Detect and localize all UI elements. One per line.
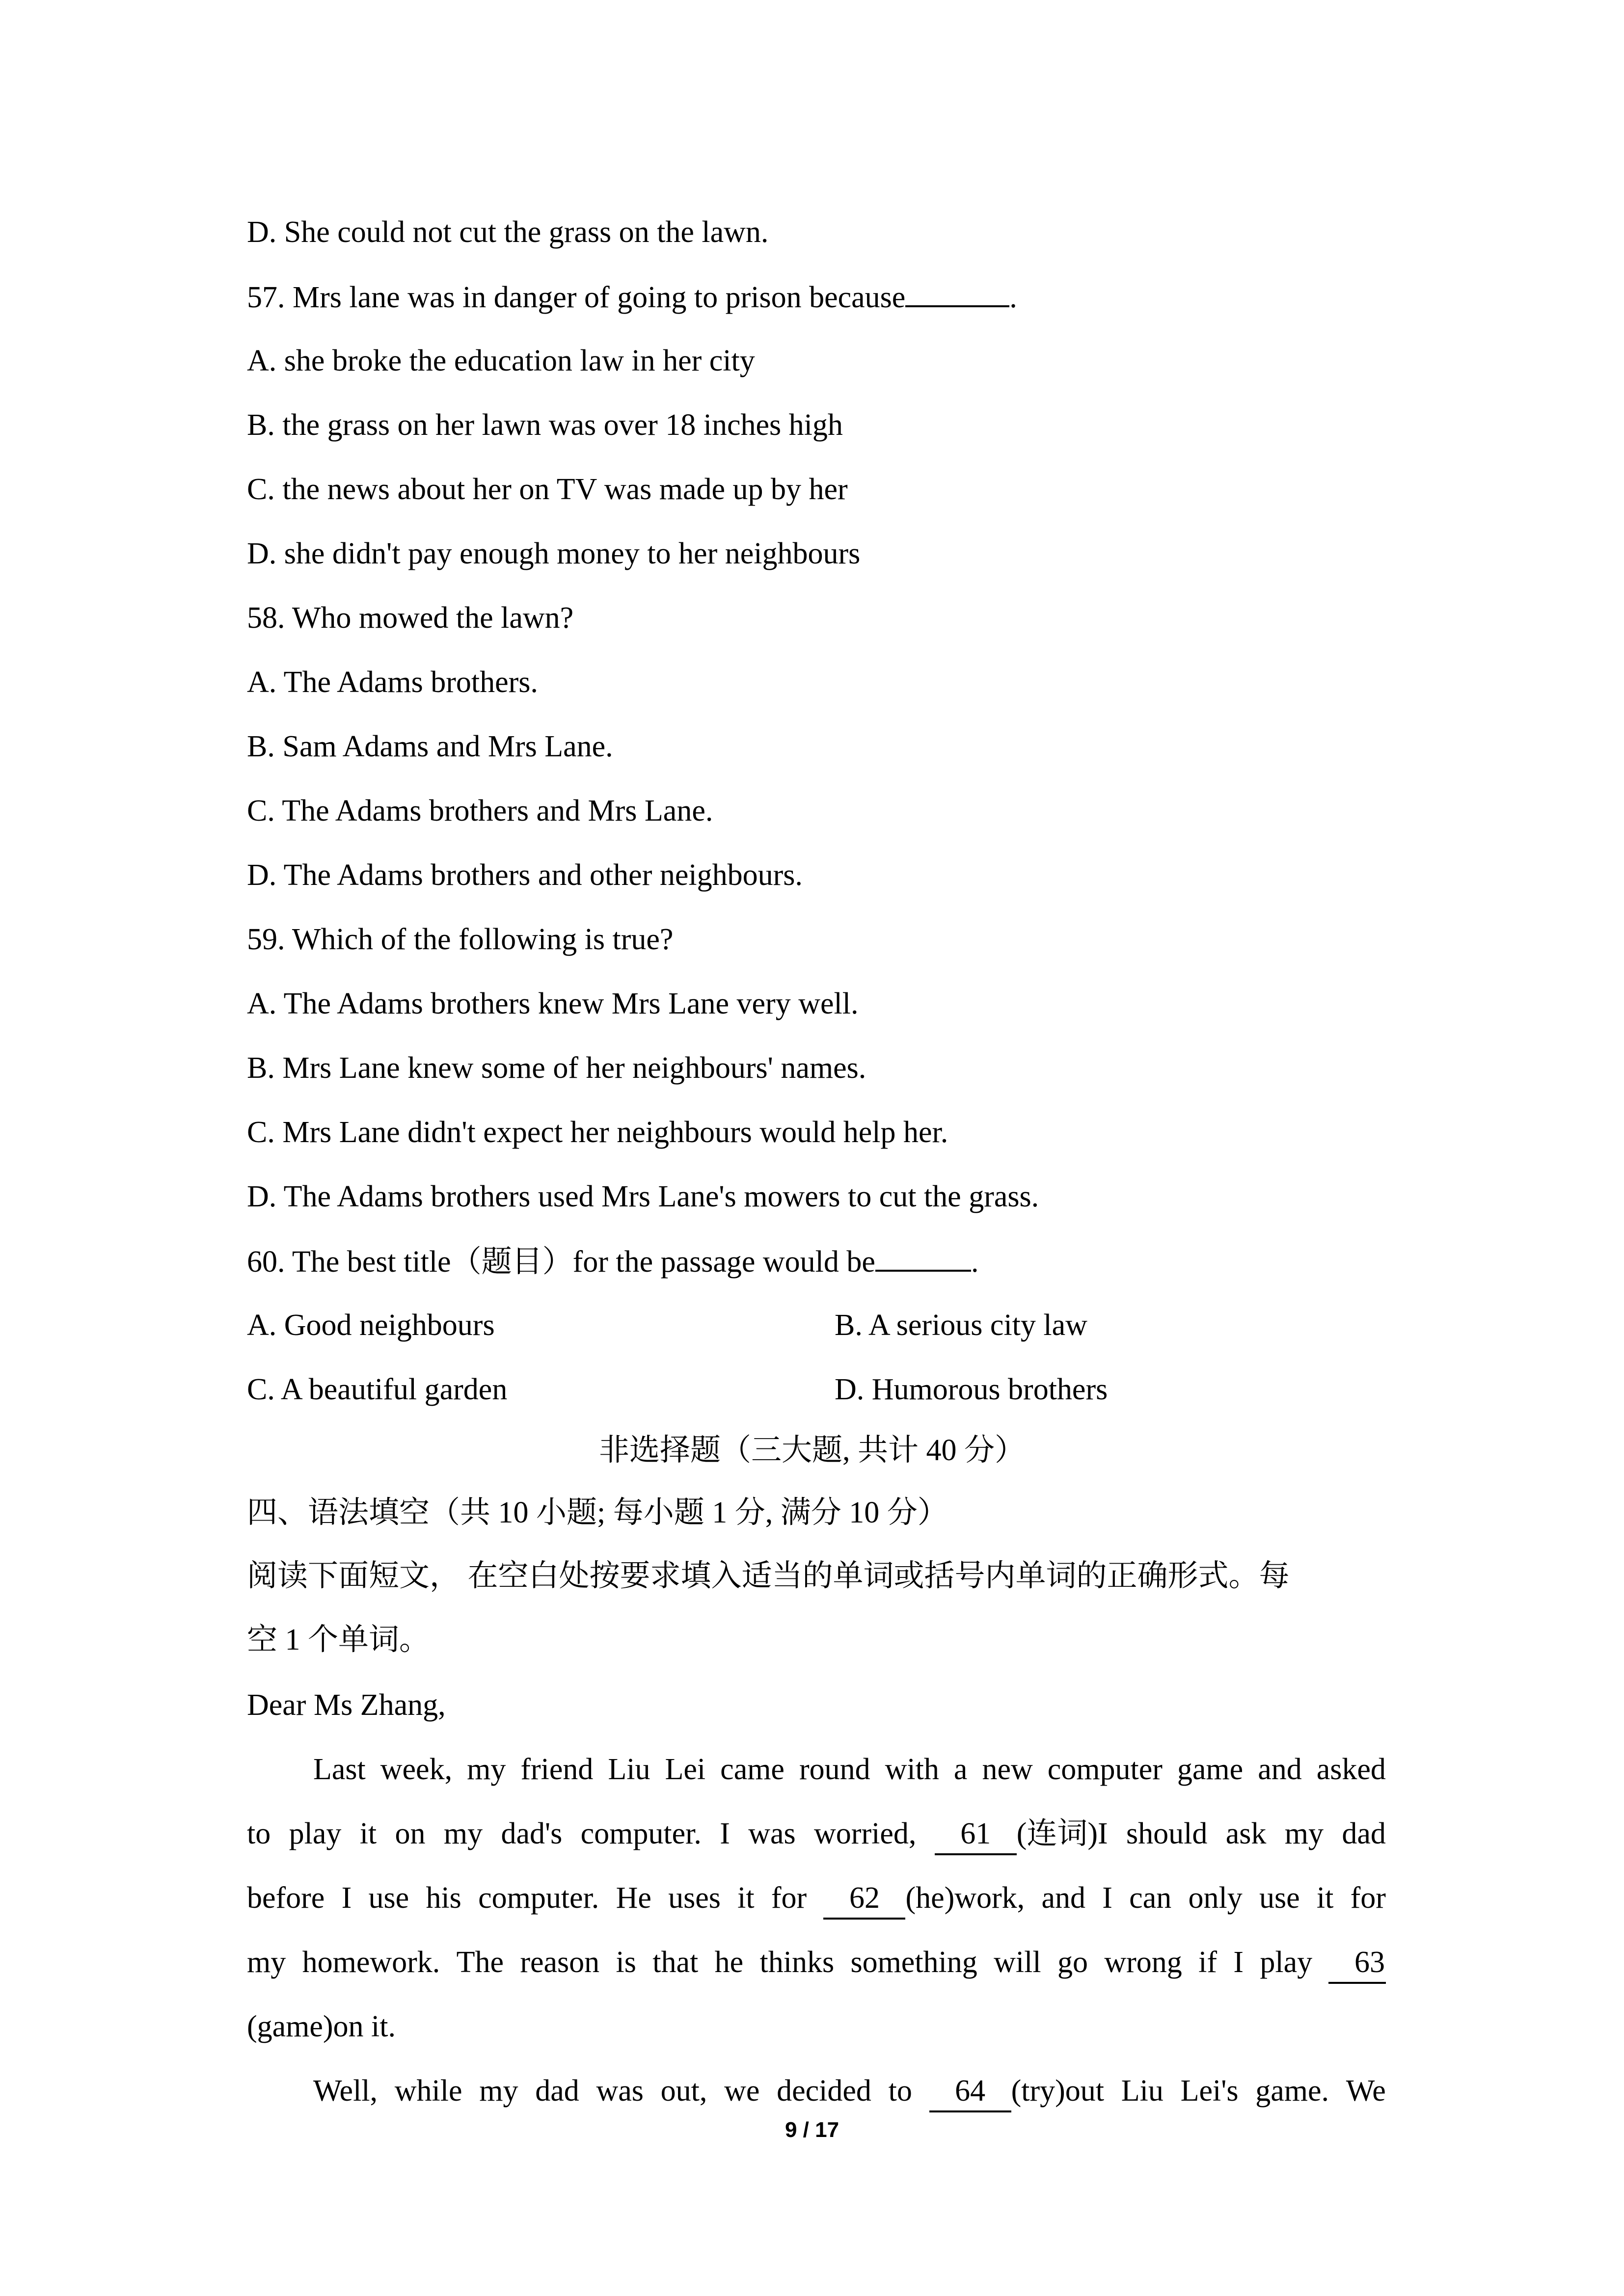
blank-64[interactable] — [929, 2071, 1104, 2112]
word: I — [1233, 1946, 1244, 1979]
q56-option-d: D. She could not cut the grass on the lawn. — [247, 215, 769, 249]
letter-line-5: (game)on it. — [247, 2010, 396, 2043]
part4-title: 四、语法填空（共 10 小题; 每小题 1 分, 满分 10 分） — [247, 1496, 948, 1529]
word: will — [994, 1946, 1041, 1979]
word: out, — [660, 2074, 707, 2108]
word: if — [1198, 1946, 1217, 1979]
word: we — [724, 2074, 760, 2108]
word: my — [479, 2074, 518, 2108]
q57-stem — [247, 277, 1017, 317]
word: game — [1177, 1753, 1244, 1786]
blank-61[interactable] — [935, 1814, 1108, 1855]
blank-hint: (try)out — [1011, 2074, 1105, 2108]
word: his — [426, 1881, 461, 1915]
word: Last — [313, 1753, 366, 1786]
word: a — [953, 1753, 968, 1786]
word: my — [1284, 1817, 1324, 1850]
word: to — [247, 1817, 271, 1850]
q59-option-a: A. The Adams brothers knew Mrs Lane very well. — [247, 987, 859, 1020]
word: came — [720, 1753, 785, 1786]
q58-option-c: C. The Adams brothers and Mrs Lane. — [247, 794, 713, 828]
word: dad's — [501, 1817, 563, 1850]
blank-63[interactable] — [1328, 1943, 1386, 1984]
word: is — [616, 1946, 636, 1979]
q60-option-b: B. A serious city law — [835, 1308, 1087, 1342]
word: play — [1260, 1946, 1313, 1979]
word: it — [1316, 1881, 1334, 1915]
word: We — [1346, 2074, 1386, 2108]
word: game. — [1255, 2074, 1329, 2108]
word: was — [596, 2074, 644, 2108]
word: friend — [520, 1753, 594, 1786]
word: only — [1188, 1881, 1243, 1915]
instruction-line-1: 阅读下面短文， 在空白处按要求填入适当的单词或括号内单词的正确形式。每 — [247, 1559, 1290, 1593]
word: I — [1102, 1881, 1112, 1915]
q58-option-d: D. The Adams brothers and other neighbours. — [247, 858, 803, 892]
word: use — [368, 1881, 409, 1915]
word: reason — [520, 1946, 600, 1979]
letter-line-4 — [247, 1943, 1386, 1984]
blank-hint: (连词)I — [1016, 1817, 1108, 1850]
blank-number: 64 — [954, 2071, 986, 2112]
word: Well, — [313, 2074, 378, 2108]
word: computer. — [478, 1881, 599, 1915]
word: He — [616, 1881, 651, 1915]
blank-number: 61 — [959, 1814, 992, 1855]
letter-line-2 — [247, 1814, 1386, 1855]
q57-option-d: D. she didn't pay enough money to her neighbours — [247, 537, 861, 570]
blank-62[interactable] — [823, 1878, 1025, 1920]
word: can — [1129, 1881, 1172, 1915]
q60-stem — [247, 1241, 978, 1281]
q60-stem-text: 60. The best title（题目）for the passage would be — [247, 1245, 875, 1279]
q58-stem: 58. Who mowed the lawn? — [247, 601, 574, 635]
word: that — [652, 1946, 699, 1979]
blank-number: 62 — [848, 1878, 881, 1920]
word: worried, — [814, 1817, 917, 1850]
word: play — [289, 1817, 342, 1850]
blank-underline — [986, 2071, 1011, 2112]
q60-answer-blank[interactable] — [875, 1241, 971, 1272]
word: to — [888, 2074, 912, 2108]
q60-option-a: A. Good neighbours — [247, 1308, 495, 1342]
blank-underline — [929, 2071, 954, 2112]
word: use — [1259, 1881, 1300, 1915]
word: should — [1126, 1817, 1208, 1850]
letter-line-1 — [313, 1750, 1386, 1789]
q57-option-c: C. the news about her on TV was made up by her — [247, 473, 848, 506]
word: and — [1041, 1881, 1085, 1915]
word: it — [737, 1881, 755, 1915]
word: new — [982, 1753, 1033, 1786]
word: Liu — [608, 1753, 650, 1786]
word: thinks — [759, 1946, 835, 1979]
word: dad — [535, 2074, 579, 2108]
word: with — [885, 1753, 939, 1786]
word: asked — [1316, 1753, 1386, 1786]
q58-option-a: A. The Adams brothers. — [247, 666, 538, 699]
word: for — [771, 1881, 807, 1915]
q58-option-b: B. Sam Adams and Mrs Lane. — [247, 730, 613, 763]
q57-option-a: A. she broke the education law in her city — [247, 344, 755, 377]
word: Liu — [1121, 2074, 1164, 2108]
instruction-line-2: 空 1 个单词。 — [247, 1623, 430, 1656]
q59-stem: 59. Which of the following is true? — [247, 923, 674, 956]
letter-greeting: Dear Ms Zhang, — [247, 1688, 446, 1722]
q57-stem-end: . — [1009, 281, 1017, 314]
blank-underline — [992, 1814, 1017, 1855]
q57-answer-blank[interactable] — [905, 277, 1009, 307]
word: my — [247, 1946, 286, 1979]
word: dad — [1342, 1817, 1386, 1850]
q60-option-d: D. Humorous brothers — [835, 1373, 1108, 1406]
word: The — [456, 1946, 504, 1979]
letter-line-6 — [313, 2071, 1386, 2112]
blank-underline — [935, 1814, 960, 1855]
word: computer — [1047, 1753, 1163, 1786]
word: my — [467, 1753, 506, 1786]
word: for — [1350, 1881, 1386, 1915]
word: it — [359, 1817, 377, 1850]
word: decided — [777, 2074, 871, 2108]
q57-stem-text: 57. Mrs lane was in danger of going to prison because — [247, 281, 906, 314]
word: homework. — [302, 1946, 440, 1979]
q59-option-b: B. Mrs Lane knew some of her neighbours' names. — [247, 1051, 866, 1085]
word: something — [850, 1946, 977, 1979]
word: week, — [380, 1753, 453, 1786]
q60-stem-end: . — [971, 1245, 979, 1279]
word: I — [341, 1881, 352, 1915]
word: was — [748, 1817, 796, 1850]
blank-hint: (he)work, — [905, 1881, 1025, 1915]
word: on — [395, 1817, 426, 1850]
letter-line-3 — [247, 1878, 1386, 1920]
word: I — [720, 1817, 730, 1850]
q60-option-c: C. A beautiful garden — [247, 1373, 508, 1406]
word: round — [799, 1753, 870, 1786]
page-number: 9 / 17 — [785, 2118, 839, 2142]
word: go — [1057, 1946, 1088, 1979]
word: while — [394, 2074, 462, 2108]
blank-underline — [881, 1878, 906, 1920]
blank-underline — [823, 1878, 848, 1920]
word: computer. — [580, 1817, 702, 1850]
word: before — [247, 1881, 325, 1915]
blank-underline — [1328, 1943, 1353, 1984]
word: he — [714, 1946, 744, 1979]
word: my — [443, 1817, 483, 1850]
q57-option-b: B. the grass on her lawn was over 18 inches high — [247, 408, 843, 442]
blank-number: 63 — [1353, 1943, 1386, 1984]
word: ask — [1225, 1817, 1267, 1850]
word: Lei — [665, 1753, 706, 1786]
word: wrong — [1104, 1946, 1182, 1979]
word: uses — [668, 1881, 721, 1915]
q59-option-d: D. The Adams brothers used Mrs Lane's mowers to cut the grass. — [247, 1180, 1039, 1213]
q59-option-c: C. Mrs Lane didn't expect her neighbours would help her. — [247, 1116, 948, 1149]
section-heading: 非选择题（三大题, 共计 40 分） — [598, 1434, 1025, 1467]
word: and — [1258, 1753, 1302, 1786]
word: Lei's — [1180, 2074, 1239, 2108]
